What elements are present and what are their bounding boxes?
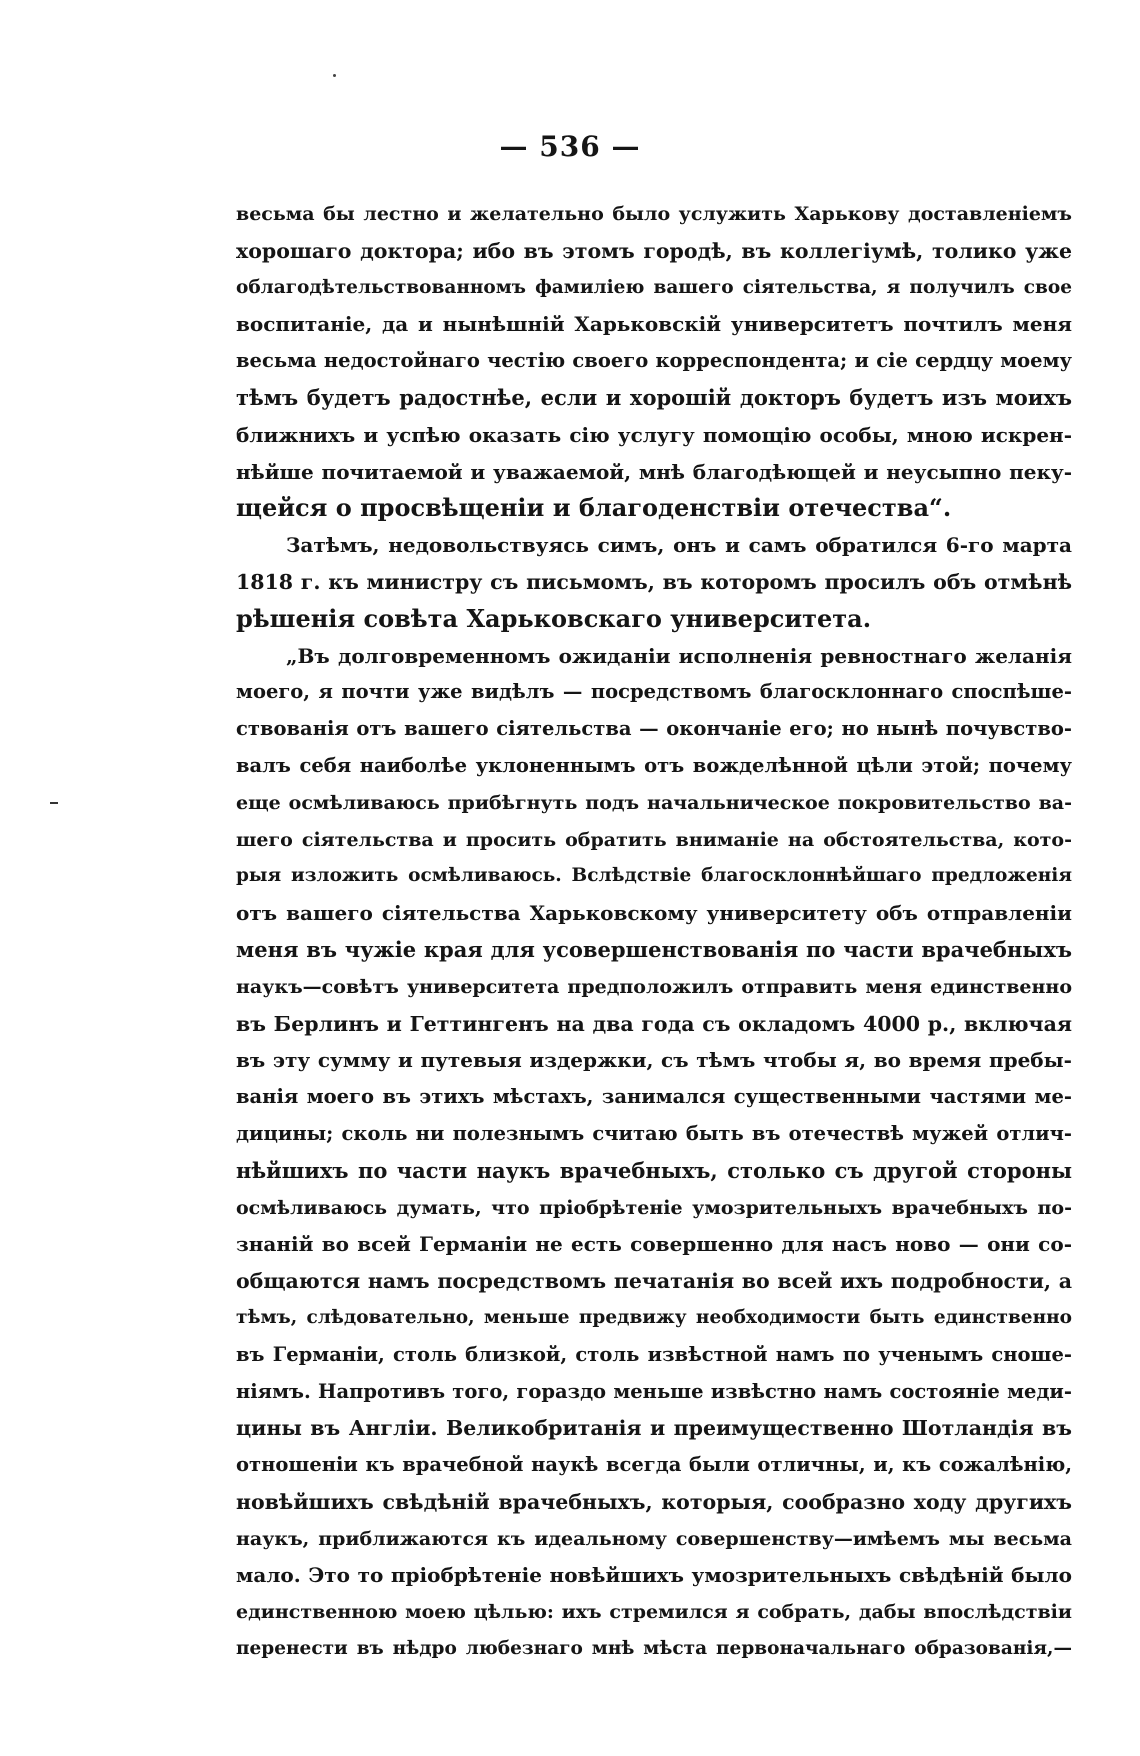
text-line: ствованія отъ вашего сіятельства — окончаніе его; но нынѣ почувство-	[236, 717, 1072, 741]
print-speck	[333, 74, 336, 77]
text-line: Затѣмъ, недовольствуясь симъ, онъ и самъ обратился 6-го марта	[286, 533, 1072, 558]
text-line: нѣйшихъ по части наукъ врачебныхъ, столько съ другой стороны	[236, 1157, 1072, 1183]
text-line: новѣйшихъ свѣдѣній врачебныхъ, которыя, сообразно ходу другихъ	[236, 1489, 1072, 1514]
text-line: тѣмъ, слѣдовательно, меньше предвижу необходимости быть единственно	[236, 1306, 1072, 1328]
paragraph-2	[236, 527, 1072, 637]
text-line: воспитаніе, да и нынѣшній Харьковскій университетъ почтилъ меня	[236, 312, 1072, 337]
text-line: цины въ Англіи. Великобританія и преимущественно Шотландія въ	[236, 1416, 1072, 1441]
text-line: наукъ, приближаются къ идеальному совершенству—имѣемъ мы весьма	[236, 1527, 1072, 1550]
text-line: валъ себя наиболѣе уклоненнымъ отъ вожделѣнной цѣли этой; почему	[236, 753, 1072, 777]
text-line: знаній во всей Германіи не есть совершенно для насъ ново — они со-	[236, 1232, 1072, 1257]
page-number: — 536 —	[499, 130, 641, 163]
text-line: ванія моего въ этихъ мѣстахъ, занимался существенными частями ме-	[236, 1085, 1072, 1109]
margin-mark	[50, 802, 58, 804]
text-line: отношеніи къ врачебной наукѣ всегда были отличны, и, къ сожалѣнію,	[236, 1453, 1072, 1477]
text-line: въ Германіи, столь близкой, столь извѣстной намъ по ученымъ сноше-	[236, 1342, 1072, 1366]
text-line: меня въ чужіе края для усовершенствованія по части врачебныхъ	[236, 936, 1072, 962]
text-line: перенести въ нѣдро любезнаго мнѣ мѣста первоначальнаго образованія,—	[236, 1638, 1072, 1660]
text-line: „Въ долговременномъ ожиданіи исполненія ревностнаго желанія	[286, 643, 1072, 668]
text-line: единственною моею цѣлью: ихъ стремился я собрать, дабы впослѣдствіи	[236, 1601, 1072, 1624]
text-line: моего, я почти уже видѣлъ — посредствомъ благосклоннаго споспѣше-	[236, 680, 1072, 704]
paragraph-1	[236, 196, 1072, 527]
text-line: шего сіятельства и просить обратить вниманіе на обстоятельства, кото-	[236, 828, 1072, 851]
text-line: въ эту сумму и путевыя издержки, съ тѣмъ чтобы я, во время пребы-	[236, 1048, 1072, 1073]
text-line: мало. Это то пріобрѣтеніе новѣйшихъ умозрительныхъ свѣдѣній было	[236, 1563, 1072, 1588]
text-line: ближнихъ и успѣю оказать сію услугу помощію особы, мною искрен-	[236, 422, 1072, 447]
text-line: рѣшенія совѣта Харьковскаго университета.	[236, 603, 872, 633]
text-line: щейся о просвѣщеніи и благоденствіи отечества“.	[236, 493, 952, 523]
text-line: облагодѣтельствованномъ фамиліею вашего сіятельства, я получилъ свое	[236, 276, 1072, 298]
text-line: осмѣливаюсь думать, что пріобрѣтеніе умозрительныхъ врачебныхъ по-	[236, 1196, 1072, 1219]
text-line: ніямъ. Напротивъ того, гораздо меньше извѣстно намъ состояніе меди-	[236, 1379, 1072, 1403]
text-line: хорошаго доктора; ибо въ этомъ городѣ, въ коллегіумѣ, толико уже	[236, 238, 1072, 263]
text-line: весьма бы лестно и желательно было услужить Харькову доставленіемъ	[236, 203, 1072, 225]
text-line: нѣйше почитаемой и уважаемой, мнѣ благодѣющей и неусыпно пеку-	[236, 459, 1072, 484]
text-line: весьма недостойнаго честію своего корреспондента; и сіе сердцу моему	[236, 349, 1072, 373]
text-line: общаются намъ посредствомъ печатанія во всей ихъ подробности, а	[236, 1269, 1072, 1294]
body-text	[236, 196, 1072, 1668]
text-line: тѣмъ будетъ радостнѣе, если и хорошій докторъ будетъ изъ моихъ	[236, 384, 1072, 410]
text-line: еще осмѣливаюсь прибѣгнуть подъ начальническое покровительство ва-	[236, 791, 1072, 814]
paragraph-3	[236, 638, 1072, 1668]
text-line: наукъ—совѣтъ университета предположилъ отправить меня единственно	[236, 975, 1072, 998]
text-line: дицины; сколь ни полезнымъ считаю быть въ отечествѣ мужей отлич-	[236, 1121, 1072, 1145]
text-line: 1818 г. къ министру съ письмомъ, въ которомъ просилъ объ отмѣнѣ	[236, 569, 1072, 594]
text-line: рыя изложить осмѣливаюсь. Вслѣдствіе благосклоннѣйшаго предложенія	[236, 865, 1072, 887]
text-line: въ Берлинъ и Геттингенъ на два года съ окладомъ 4000 р., включая	[236, 1011, 1072, 1036]
text-line: отъ вашего сіятельства Харьковскому университету объ отправленіи	[236, 901, 1072, 926]
